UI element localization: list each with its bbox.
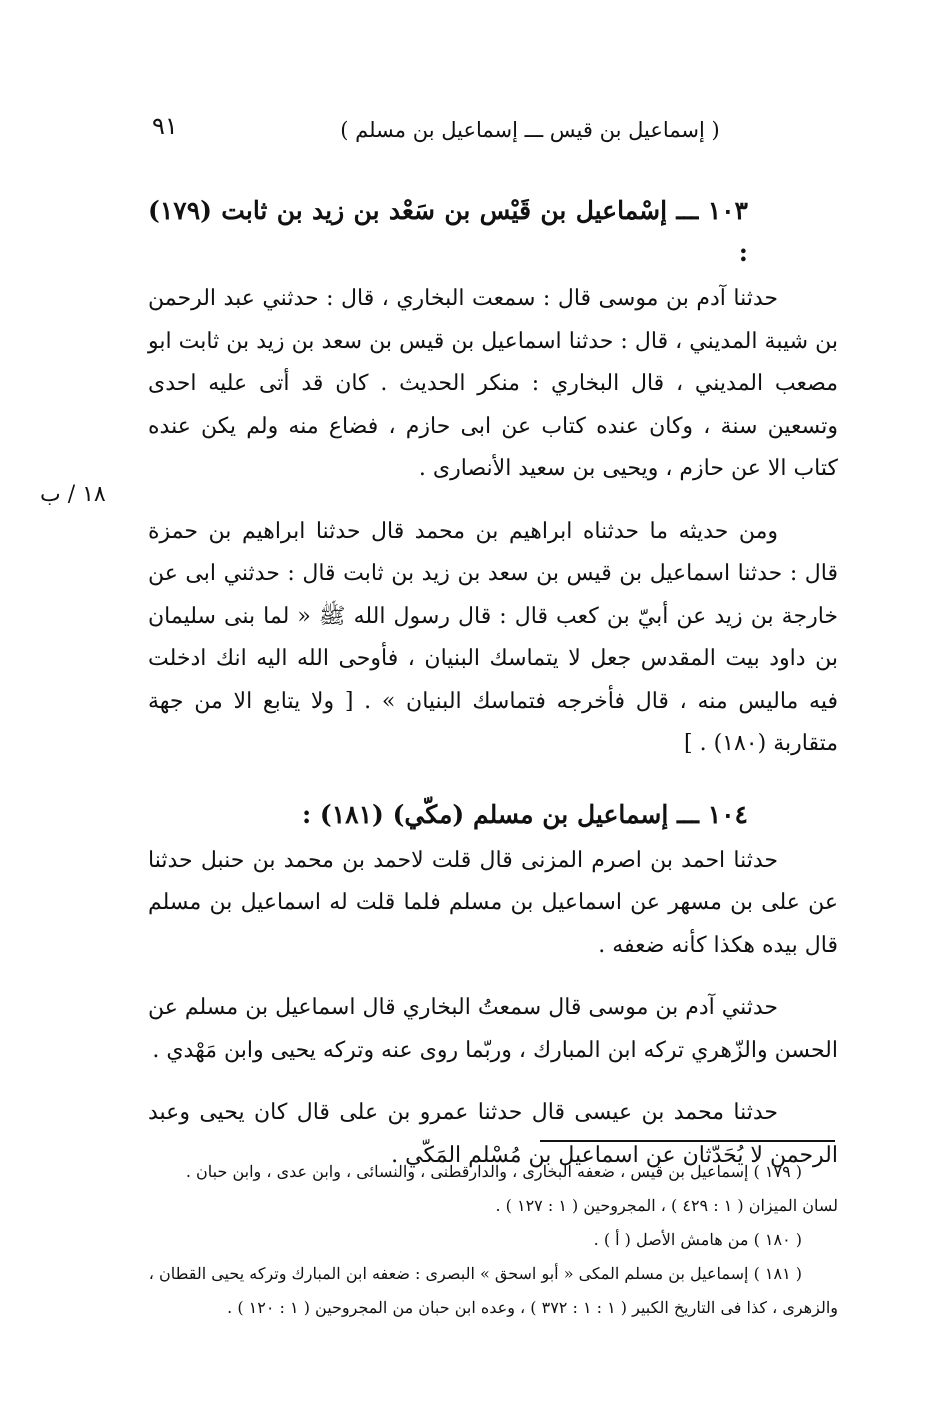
- paragraph: حدثنا آدم بن موسى قال : سمعت البخاري ، قال : حدثني عبد الرحمن بن شيبة المديني ، قال : حدثنا اسماعيل بن قيس بن سعد بن زيد بن ثابت ابو مصعب المديني ، قال البخاري : منكر الحديث . كان قد أتى عليه احدى وتسعين سنة ، وكان عنده كتاب عن ابى حازم ، فضاع منه ولم يكن عنده كتاب الا عن حازم ، ويحيى بن سعيد الأنصارى .: [148, 286, 838, 481]
- footnotes: [148, 1155, 838, 1325]
- manuscript-folio-note: ١٨ / ب: [40, 482, 106, 507]
- running-header: ( إسماعيل بن قيس ـــ إسماعيل بن مسلم ): [340, 118, 720, 142]
- paragraph: حدثنا احمد بن اصرم المزنى قال قلت لاحمد بن محمد بن حنبل حدثنا عن على بن مسهر عن اسماعيل بن مسلم فلما قلت له اسماعيل بن مسلم قال بيده هكذا كأنه ضعفه .: [148, 847, 838, 958]
- page-number: ٩١: [152, 112, 178, 140]
- footnote-179-cont: لسان الميزان ( ١ : ٤٢٩ ) ، المجروحين ( ١ : ١٢٧ ) .: [495, 1196, 838, 1215]
- paragraph-gap: [148, 491, 838, 511]
- paragraph: حدثني آدم بن موسى قال سمعتُ البخاري قال اسماعيل بن مسلم عن الحسن والزّهري تركه ابن المبارك ، وربّما روى عنه وتركه يحيى وابن مَهْدي .: [148, 995, 838, 1063]
- footnote-179: ( ١٧٩ ) إسماعيل بن قيس ، ضعفه البخارى ، والدارقطنى ، والنسائى ، وابن عدى ، وابن حبان .: [185, 1162, 802, 1181]
- entry-heading-103: ١٠٣ ـــ إسْماعيل بن قَيْس بن سَعْد بن زيد بن ثابت (١٧٩) :: [148, 196, 748, 267]
- paragraph-gap: [148, 1072, 838, 1092]
- main-text: [148, 190, 838, 1177]
- paragraph: ومن حديثه ما حدثناه ابراهيم بن محمد قال حدثنا ابراهيم بن حمزة قال : حدثنا اسماعيل بن قيس بن سعد بن زيد بن ثابت قال : حدثني ابى عن خارجة بن زيد عن أبيّ بن كعب قال : قال رسول الله ﷺ « لما بنى سليمان بن داود بيت المقدس جعل لا يتماسك البنيان ، فأوحى الله اليه انك ادخلت فيه ماليس منه ، قال فأخرجه فتماسك البنيان » . [ ولا يتابع الا من جهة متقاربة (١٨٠) . ]: [148, 518, 838, 756]
- paragraph: حدثنا محمد بن عيسى قال حدثنا عمرو بن على قال كان يحيى وعبد الرحمن لا يُحَدّثان عن اسماعيل بن مُسْلم المَكّي .: [148, 1100, 838, 1168]
- entry-heading-104: ١٠٤ ـــ إسماعيل بن مسلم (مكّي) (١٨١) :: [301, 799, 748, 829]
- footnote-181: ( ١٨١ ) إسماعيل بن مسلم المكى « أبو اسحق » البصرى : ضعفه ابن المبارك وتركه يحيى القطان ،: [148, 1264, 802, 1283]
- entry-gap: [148, 766, 838, 794]
- paragraph-gap: [148, 967, 838, 987]
- footnote-181-cont: والزهرى ، كذا فى التاريخ الكبير ( ١ : ١ : ٣٧٢ ) ، وعده ابن حبان من المجروحين ( ١ : ١٢٠ ) .: [227, 1298, 838, 1317]
- footnote-divider: [540, 1140, 835, 1142]
- footnote-180: ( ١٨٠ ) من هامش الأصل ( أ ) .: [593, 1230, 802, 1249]
